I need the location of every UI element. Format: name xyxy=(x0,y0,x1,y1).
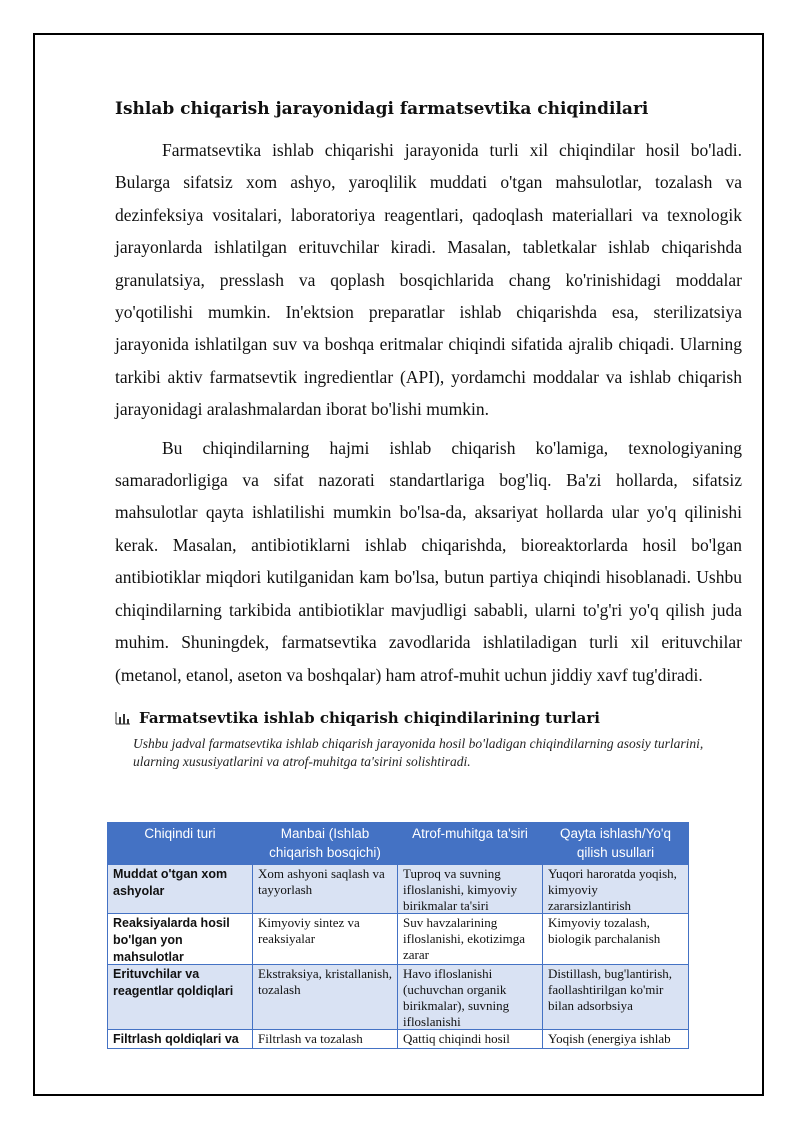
header-environmental-impact: Atrof-muhitga ta'siri xyxy=(398,823,543,865)
table-cell: Tuproq va suvning ifloslanishi, kimyoviy birikmalar ta'siri xyxy=(403,866,518,912)
table-cell: Filtrlash qoldiqlari va xyxy=(113,1032,239,1046)
table-cell: Kimyoviy tozalash, biologik parchalanish xyxy=(548,915,661,946)
header-waste-type: Chiqindi turi xyxy=(108,823,253,865)
table-cell: Suv havzalarining ifloslanishi, ekotizimga zarar xyxy=(403,915,526,962)
paragraph-2: Bu chiqindilarning hajmi ishlab chiqarish ko'lamiga, texnologiyaning samaradorligiga va sifat nazorati standartlariga bog'liq. Ba'zi hollarda, sifatsiz mahsulotlar qayta ishlatilishi mumkin bo'lsa-da, aksariyat hollarda ular yo'q qilinishi kerak. Masalan, antibiotiklarni ishlab chiqarishda, bioreaktorlarda hosil bo'lgan antibiotiklar miqdori kutilganidan kam bo'lsa, butun partiya chiqindi hisoblanadi. Ushbu chiqindilarning tarkibida antibiotiklar mavjudligi sababli, ularni to'g'ri yo'q qilish juda muhim. Shuningdek, farmatsevtika zavodlarida ishlatiladigan turli xil erituvchilar (metanol, etanol, aseton va boshqalar) ham atrof-muhit uchun jiddiy xavf tug'diradi. xyxy=(115,437,742,685)
table-caption: Ushbu jadval farmatsevtika ishlab chiqarish jarayonida hosil bo'ladigan chiqindilarning asosiy turlarini, ularning xususiyatlarini va atrof-muhitga ta'sirini solishtiradi. xyxy=(133,735,704,769)
table-cell: Havo ifloslanishi (uchuvchan organik birikmalar), suvning ifloslanishi xyxy=(403,966,510,1028)
table-cell: Muddat o'tgan xom ashyolar xyxy=(113,867,228,898)
table-heading-text: Farmatsevtika ishlab chiqarish chiqindilarining turlari xyxy=(139,708,600,727)
table-cell: Yuqori haroratda yoqish, kimyoviy zararsizlantirish xyxy=(548,866,677,912)
table-cell: Kimyoviy sintez va reaksiyalar xyxy=(258,915,360,946)
table-row xyxy=(108,865,689,914)
table-cell: Yoqish (energiya ishlab xyxy=(548,1031,671,1046)
table-row xyxy=(108,965,689,1030)
table-cell: Ekstraksiya, kristallanish, tozalash xyxy=(258,966,392,997)
table-cell: Filtrlash va tozalash xyxy=(258,1031,363,1046)
paragraph-1: Farmatsevtika ishlab chiqarishi jarayonida turli xil chiqindilar hosil bo'ladi. Bularga sifatsiz xom ashyo, yaroqlilik muddati o'tgan mahsulotlar, tozalash va dezinfeksiya vositalari, laboratoriya reagentlari, qadoqlash materiallari va texnologik jarayonlarda ishlatilgan erituvchilar kiradi. Masalan, tabletkalar ishlab chiqarishda granulatsiya, presslash va qoplash bosqichlarida chang ko'rinishidagi moddalar yo'qotilishi mumkin. In'ektsion preparatlar ishlab chiqarishda esa, sterilizatsiya jarayonida ishlatilgan suv va boshqa eritmalar chiqindi sifatida ajralib chiqadi. Ularning tarkibi aktiv farmatsevtik ingredientlar (API), yordamchi moddalar va ishlab chiqarish jarayonidagi aralashmalardan iborat bo'lishi mumkin. xyxy=(115,140,742,420)
table-cell: Distillash, bug'lantirish, faollashtirilgan ko'mir bilan adsorbsiya xyxy=(548,966,673,1013)
table-cell: Erituvchilar va reagentlar qoldiqlari xyxy=(113,967,234,998)
table-cell: Reaksiyalarda hosil bo'lgan yon mahsulotlar xyxy=(113,916,230,963)
table-cell: Qattiq chiqindi hosil xyxy=(403,1031,510,1046)
document-body xyxy=(115,96,742,771)
header-disposal-methods: Qayta ishlash/Yo'q qilish usullari xyxy=(543,823,689,865)
waste-types-table xyxy=(107,822,689,1049)
table-row xyxy=(108,914,689,965)
page-title: Ishlab chiqarish jarayonidagi farmatsevtika chiqindilari xyxy=(115,99,649,119)
table-cell: Xom ashyoni saqlash va tayyorlash xyxy=(258,866,385,897)
header-source: Manbai (Ishlab chiqarish bosqichi) xyxy=(253,823,398,865)
bar-chart-icon xyxy=(115,711,131,725)
table-row xyxy=(108,1030,689,1049)
table-header-row xyxy=(108,823,689,865)
table-heading xyxy=(115,709,742,727)
